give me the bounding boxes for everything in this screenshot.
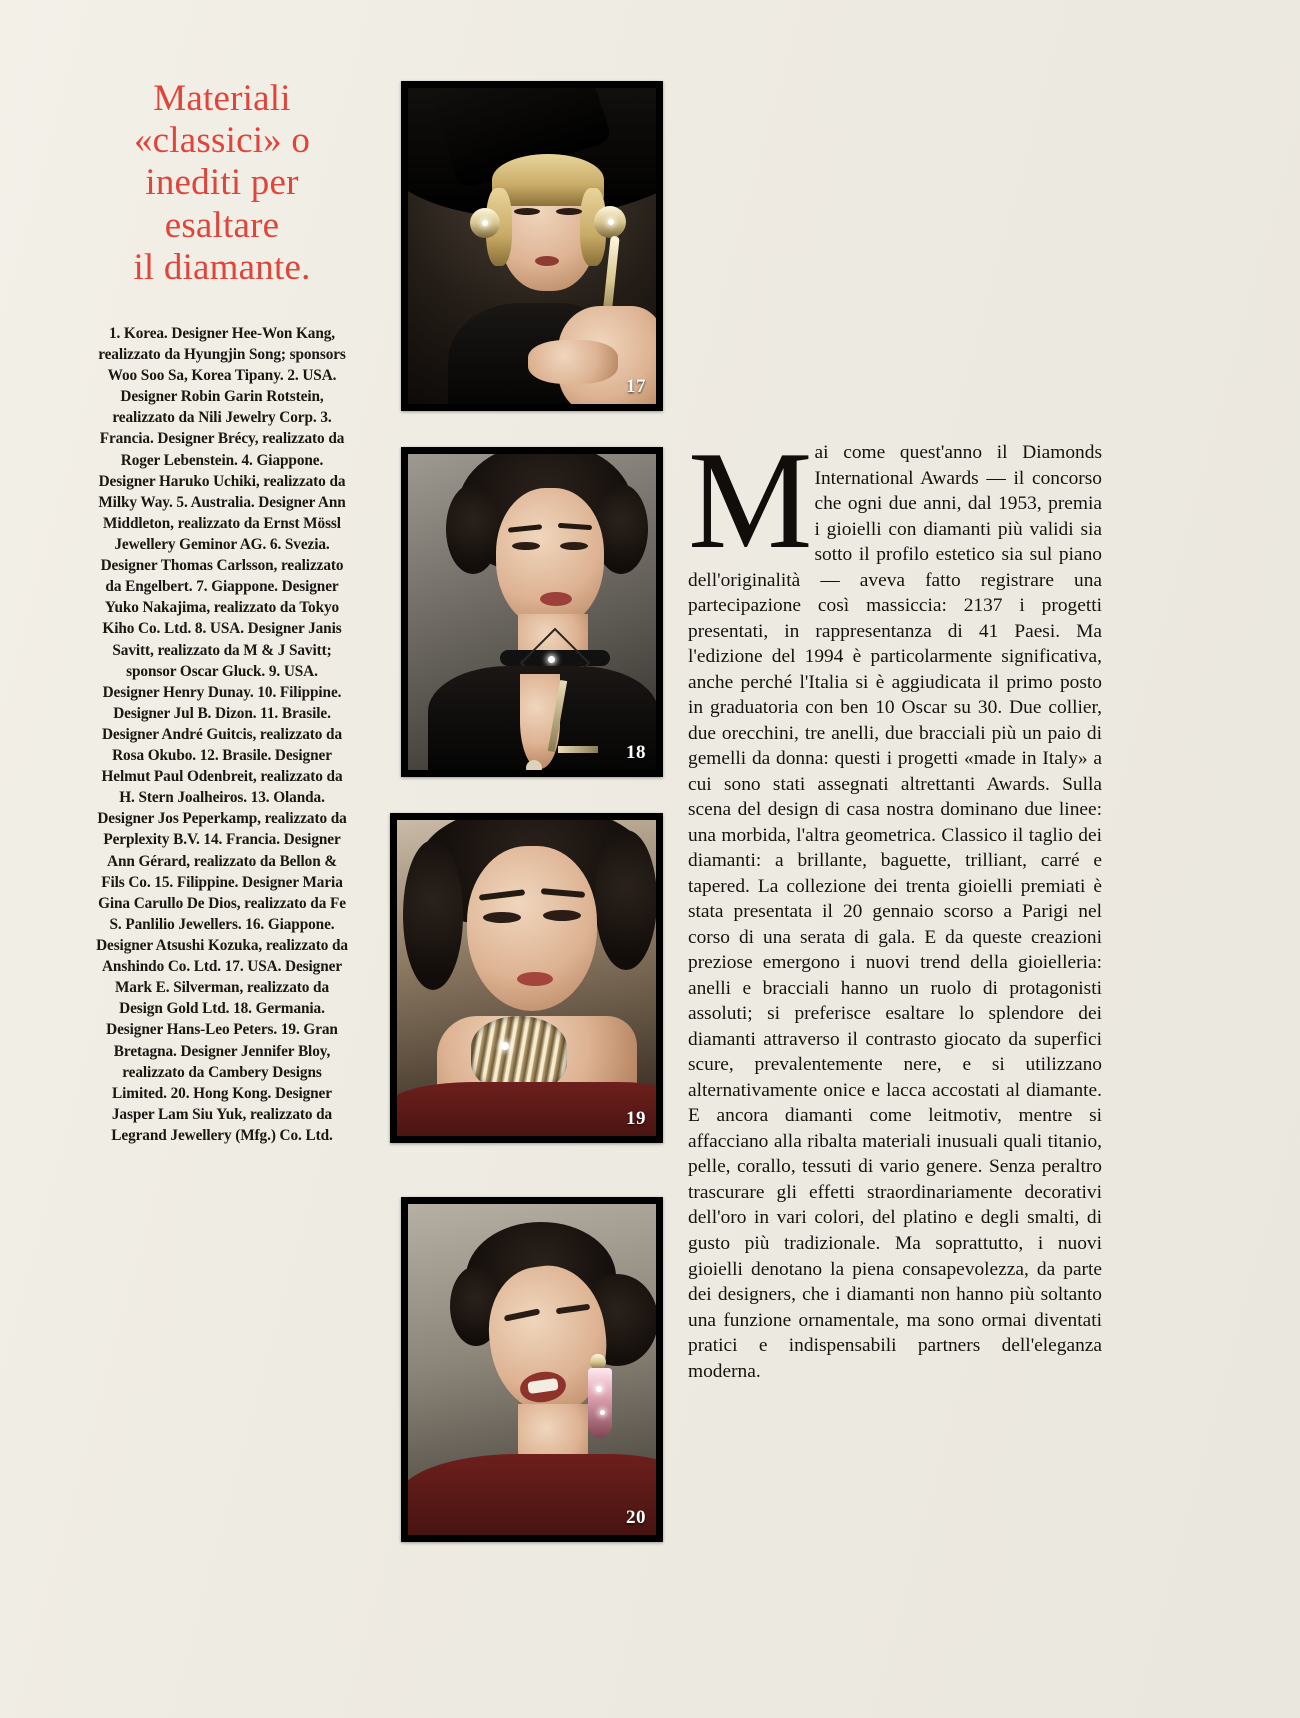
photo-number-17: 17 xyxy=(626,376,646,397)
photo-17 xyxy=(401,81,663,411)
headline-line-1: Materiali xyxy=(153,78,291,119)
headline-line-3: inediti per xyxy=(145,162,299,204)
article-dropcap: M xyxy=(688,423,811,578)
headline-line-2: «classici» o xyxy=(133,120,311,162)
photo-19 xyxy=(390,813,663,1143)
left-column xyxy=(96,78,348,1146)
article-column xyxy=(688,423,1102,1384)
headline-line-4: esaltare xyxy=(164,204,280,246)
photo-18 xyxy=(401,447,663,777)
article-body: ai come quest'anno il Diamonds International Awards — il concorso che ogni due anni, dal 1953, premia i gioielli con diamanti più validi sia sotto il profilo estetico sia sul piano dell'originalità — aveva fatto registrare una partecipazione così massiccia: 2137 i progetti presentati, in rappresentanza di 41 Paesi. Ma l'edizione del 1994 è particolarmente significativa, anche perché l'Italia si è aggiudicata il primo posto in graduatoria con ben 10 Oscar su 30. Due collier, due orecchini, tre anelli, due bracciali più un paio di gemelli da donna: questi i progetti «made in Italy» a cui sono stati assegnati altrettanti Awards. Sulla scena del design di casa nostra dominano due linee: una morbida, l'altra geometrica. Classico il taglio dei diamanti: a brillante, baguette, trilliant, carré e tapered. La collezione dei trenta gioielli premiati è stata presentata il 20 gennaio scorso a Parigi nel corso di una serata di gala. E da queste creazioni preziose emergono i nuovi trend della gioielleria: anelli e bracciali hanno un ruolo di protagonisti assoluti; si preferisce esaltare lo splendore dei diamanti attraverso il contrasto giocato da superfici scure, prevalentemente nere, e si utilizzano alternativamente onice e lacca accostati al diamante. E ancora diamanti come leitmotiv, mentre si affacciano alla ribalta materiali inusuali quali titanio, pelle, corallo, tessuti di vario genere. Senza peraltro trascurare gli effetti straordinariamente decorativi dell'oro in vari colori, del platino e degli smalti, di gusto più tradizionale. Ma soprattutto, i nuovi gioielli denotano la piena consapevolezza, da parte dei designers, che i diamanti non hanno più soltanto una funzione ornamentale, ma sono ormai diventati pratici e indispensabili partners dell'eleganza moderna. xyxy=(688,442,1102,1382)
page-title xyxy=(96,78,348,289)
headline-line-5: il diamante. xyxy=(133,246,311,288)
photo-credits-list: 1. Korea. Designer Hee-Won Kang, realizzato da Hyungjin Song; sponsors Woo Soo Sa, Korea Tipany. 2. USA. Designer Robin Garin Rotstein, realizzato da Nili Jewelry Corp. 3. Francia. Designer Brécy, realizzato da Roger Lebenstein. 4. Giappone. Designer Haruko Uchiki, realizzato da Milky Way. 5. Australia. Designer Ann Middleton, realizzato da Ernst Mössl Jewellery Geminor AG. 6. Svezia. Designer Thomas Carlsson, realizzato da Engelbert. 7. Giappone. Designer Yuko Nakajima, realizzato da Tokyo Kiho Co. Ltd. 8. USA. Designer Janis Savitt, realizzato da M & J Savitt; sponsor Oscar Gluck. 9. USA. Designer Henry Dunay. 10. Filippine. Designer Jul B. Dizon. 11. Brasile. Designer André Guitcis, realizzato da Rosa Okubo. 12. Brasile. Designer Helmut Paul Odenbreit, realizzato da H. Stern Joalheiros. 13. Olanda. Designer Jos Peperkamp, realizzato da Perplexity B.V. 14. Francia. Designer Ann Gérard, realizzato da Bellon & Fils Co. 15. Filippine. Designer Maria Gina Carullo De Dios, realizzato da Fe S. Panlilio Jewellers. 16. Giappone. Designer Atsushi Kozuka, realizzato da Anshindo Co. Ltd. 17. USA. Designer Mark E. Silverman, realizzato da Design Gold Ltd. 18. Germania. Designer Hans-Leo Peters. 19. Gran Bretagna. Designer Jennifer Bloy, realizzato da Cambery Designs Limited. 20. Hong Kong. Designer Jasper Lam Siu Yuk, realizzato da Legrand Jewellery (Mfg.) Co. Ltd. xyxy=(96,324,348,1145)
photo-number-19: 19 xyxy=(626,1108,646,1129)
photo-number-20: 20 xyxy=(626,1507,646,1528)
photo-20 xyxy=(401,1197,663,1542)
photo-number-18: 18 xyxy=(626,742,646,763)
